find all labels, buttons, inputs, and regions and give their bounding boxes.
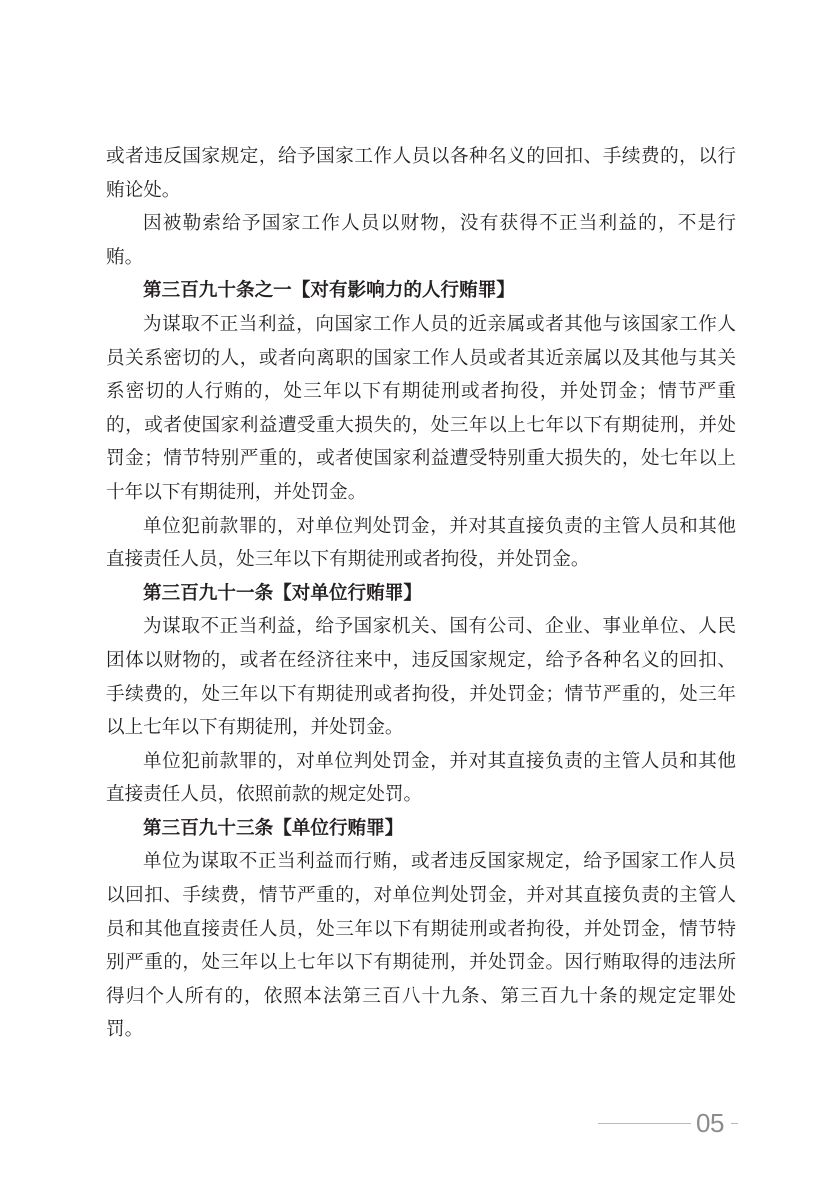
footer-dash	[731, 1123, 738, 1124]
paragraph-continuation: 或者违反国家规定，给予国家工作人员以各种名义的回扣、手续费的，以行贿论处。	[106, 146, 736, 201]
paragraph: 因被勒索给予国家工作人员以财物，没有获得不正当利益的，不是行贿。	[106, 213, 736, 268]
article-heading: 第三百九十一条【对单位行贿罪】	[143, 582, 422, 604]
paragraph: 单位为谋取不正当利益而行贿，或者违反国家规定，给予国家工作人员以回扣、手续费，情节严重的，对单位判处罚金，并对其直接负责的主管人员和其他直接责任人员，处三年以下有期徒刑或者拘役，并处罚金，情节特别严重的，处三年以上七年以下有期徒刑，并处罚金。因行贿取得的违法所得归个人所有的，依照本法第三百八十九条、第三百九十条的规定定罪处罚。	[106, 851, 736, 1041]
document-body	[106, 140, 736, 1047]
paragraph: 为谋取不正当利益，给予国家机关、国有公司、企业、事业单位、人民团体以财物的，或者在经济往来中，违反国家规定，给予各种名义的回扣、手续费的，处三年以下有期徒刑或者拘役，并处罚金；情节严重的，处三年以上七年以下有期徒刑，并处罚金。	[106, 616, 736, 739]
footer-rule	[598, 1123, 691, 1124]
paragraph: 为谋取不正当利益，向国家工作人员的近亲属或者其他与该国家工作人员关系密切的人，或者向离职的国家工作人员或者其近亲属以及其他与其关系密切的人行贿的，处三年以下有期徒刑或者拘役，并处罚金；情节严重的，或者使国家利益遭受重大损失的，处三年以上七年以下有期徒刑，并处罚金；情节特别严重的，或者使国家利益遭受特别重大损失的，处七年以上十年以下有期徒刑，并处罚金。	[106, 313, 736, 503]
page-footer	[598, 1108, 743, 1138]
page-number: 05	[696, 1108, 724, 1138]
paragraph: 单位犯前款罪的，对单位判处罚金，并对其直接负责的主管人员和其他直接责任人员，依照前款的规定处罚。	[106, 750, 736, 806]
paragraph: 单位犯前款罪的，对单位判处罚金，并对其直接负责的主管人员和其他直接责任人员，处三年以下有期徒刑或者拘役，并处罚金。	[106, 515, 736, 571]
article-heading: 第三百九十条之一【对有影响力的人行贿罪】	[143, 280, 515, 302]
article-heading: 第三百九十三条【单位行贿罪】	[143, 817, 404, 839]
